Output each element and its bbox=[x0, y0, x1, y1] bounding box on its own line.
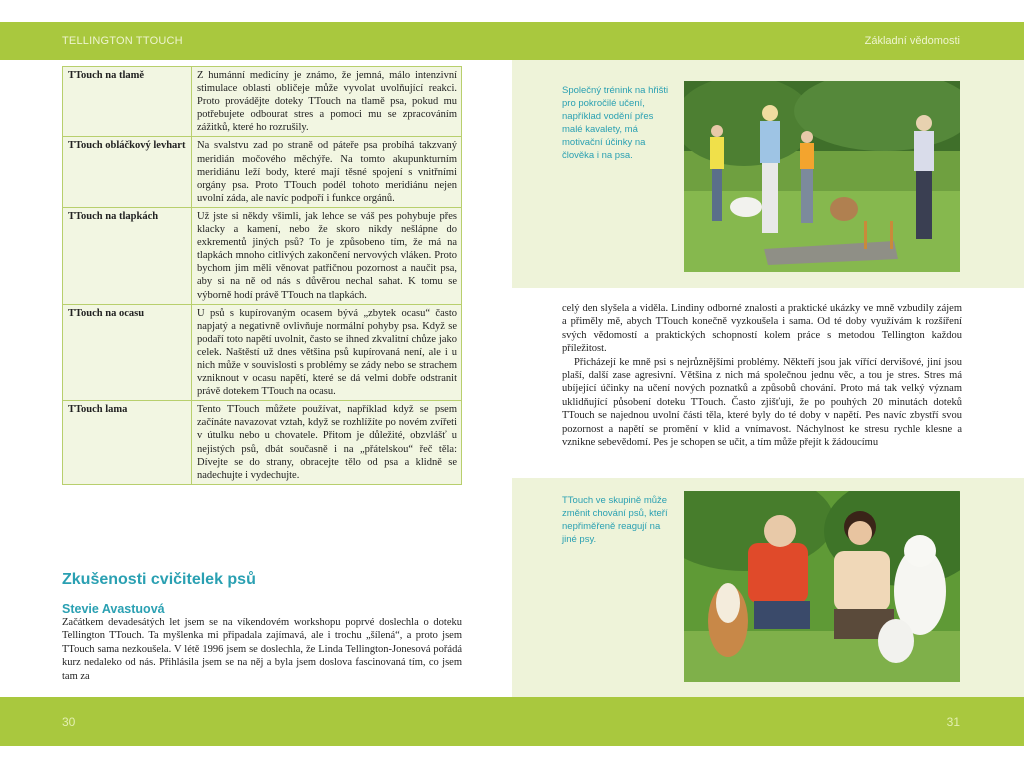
right-body-text bbox=[562, 302, 962, 449]
header-book-title: TELLINGTON TTOUCH bbox=[62, 35, 183, 47]
row-label: TTouch obláčkový levhart bbox=[63, 137, 192, 207]
photo-panel-top bbox=[512, 60, 1024, 288]
page-number-left: 30 bbox=[62, 715, 76, 729]
section-title: Zkušenosti cvičitelek psů bbox=[62, 571, 256, 588]
table-row bbox=[63, 67, 462, 137]
group-photo bbox=[684, 491, 960, 682]
running-footer bbox=[0, 697, 1024, 746]
photo-panel-bottom bbox=[512, 478, 1024, 697]
table-row bbox=[63, 137, 462, 207]
row-text: Z humánní medicíny je známo, že jemná, málo intenzivní stimulace oblasti obličeje může vyvolat uvolňující reakci. Proto provádějte doteky TTouch na tlamě psa, pokud mu potřebujete odbourat stres a pomoci mu se zpracováním zážitků, které ho rozrušily. bbox=[192, 67, 462, 137]
author-name: Stevie Avastuová bbox=[62, 602, 165, 616]
ttouch-table bbox=[62, 66, 462, 485]
row-text: Už jste si někdy všimli, jak lehce se váš pes pohybuje přes klacky a kamení, nebo že skoro nikdy nešlápne do exkrementů jiných psů? To je způsobeno tím, že má na tlapkách mnoho citlivých zakončení nervových vláken. Proto bychom jim měli věnovat patřičnou pozornost a naučit psa, aby si na ně od nás s důvěrou nechal sahat. K tomu se výborně hodí právě TTouch na tlapkách. bbox=[192, 207, 462, 304]
paragraph: Přicházejí ke mně psi s nejrůznějšími problémy. Někteří jsou jak vířící dervišové, jiní jsou plaší, další zase agresivní. Většina z nich má společnou jednu věc, a tou je stres. Stres má ubíjející účinky na učení nových poznatků a způsobů chování. Proto má tak velký význam uklidňující působení doteku TTouch. Často zjišťuji, že po pouhých 20 minutách doteků TTouch se najednou uvolní části těla, které byly do té doby v napětí. Pes navíc zbystří svou pozornost a napětí se promění v klid a vnímavost. Náchylnost ke stresu rychle klesne a vznikne sebevědomí. Pes je schopen se učit, a tím může přejít k žádoucímu bbox=[562, 356, 962, 449]
header-chapter-title: Základní vědomosti bbox=[864, 35, 960, 47]
row-label: TTouch na tlapkách bbox=[63, 207, 192, 304]
left-body-text: Začátkem devadesátých let jsem se na víkendovém workshopu poprvé doslechla o doteku Tellington TTouch. Ta myšlenka mi připadala zajímavá, ale i trochu „šílená“, a proto jsem TTouch sama nezkoušela. V létě 1996 jsem se doslechla, že Linda Tellington-Jonesová pořádá kurz nedaleko od nás. Přihlásila jsem se na něj a byla jsem doslova fascinovaná tím, co jsem tam za bbox=[62, 617, 462, 682]
row-label: TTouch na ocasu bbox=[63, 304, 192, 401]
table-row bbox=[63, 207, 462, 304]
training-photo-image bbox=[684, 81, 960, 272]
row-label: TTouch lama bbox=[63, 401, 192, 485]
group-photo-image bbox=[684, 491, 960, 682]
running-header bbox=[0, 22, 1024, 60]
paragraph: celý den slyšela a viděla. Lindiny odborné znalosti a praktické ukázky ve mně vzbudily zájem a přiměly mě, abych TTouch konečně vyzkoušela i sama. Od té doby využívám k rozšíření svých vědomostí a praktických schopností kolem práce s metodou Tellington každou příležitost. bbox=[562, 303, 962, 355]
row-text: Na svalstvu zad po straně od páteře psa probíhá takzvaný meridián močového měchýře. Na tomto akupunkturním meridiánu leží body, které mají těsné spojení s vnitřními orgány psa. Proto TTouch podél tohoto meridiánu nejen uvolní záda, ale navíc podpoří i funkce orgánů. bbox=[192, 137, 462, 207]
page-number-right: 31 bbox=[946, 715, 960, 729]
row-text: Tento TTouch můžete používat, například když se psem začínáte navazovat vztah, když se rozhlížíte po novém zvířeti v útulku nebo u chovatele. Přitom je důležité, obzvlášť u nejistých psů, dbát současně i na „přátelskou“ řeč těla: Dívejte se do strany, obracejte tělo od psa a klidně se nadechujte i vydechujte. bbox=[192, 401, 462, 485]
table-row bbox=[63, 304, 462, 401]
caption-top: Společný trénink na hřišti pro pokročilé učení, například vodění přes malé kavalety, má motivační účinky na člověka i na psa. bbox=[562, 85, 669, 161]
training-photo bbox=[684, 81, 960, 272]
row-text: U psů s kupírovaným ocasem bývá „zbytek ocasu“ často napjatý a negativně ovlivňuje normální pohyby psa. Když se podaří toto napětí uvolnit, často se ihned zkvalitní chůze jako celek. Naštěstí už dnes většina psů kupírovaná není, ale i u nich může v souvislosti s problémy se zády nebo se strachem vzniknout v ocasu napětí, které se dá velmi dobře odstranit právě dotekem TTouch na ocasu. bbox=[192, 304, 462, 401]
table-row bbox=[63, 401, 462, 485]
caption-bottom: TTouch ve skupině může změnit chování psů, kteří nepřiměřeně reagují na jiné psy. bbox=[562, 495, 668, 545]
row-label: TTouch na tlamě bbox=[63, 67, 192, 137]
